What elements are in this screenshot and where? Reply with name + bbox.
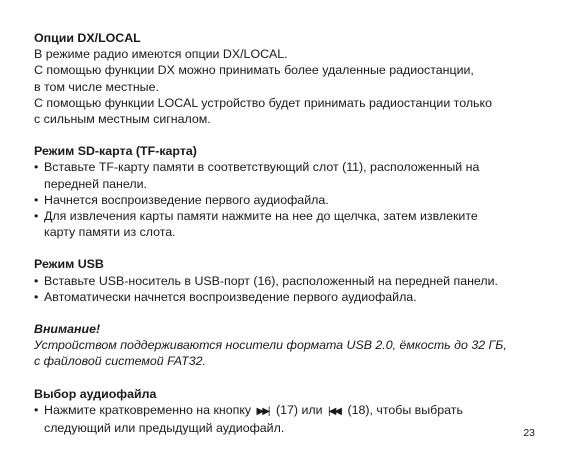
heading-track-select: Выбор аудиофайла [34, 386, 157, 401]
heading-dx-local: Опции DX/LOCAL [34, 31, 141, 45]
heading-sd-mode: Режим SD-карта (TF-карта) [34, 144, 197, 159]
list-item-line: передней панели. [44, 176, 147, 191]
track-text-before: Нажмите кратковременно на кнопку [44, 402, 252, 417]
section-dx-local [34, 30, 534, 127]
list-item-line: Для извлечения карты памяти нажмите на нее до щелчка, затем извлеките [44, 209, 478, 224]
note-line-2: с файловой системой FAT32. [34, 354, 206, 369]
list-item [34, 208, 534, 240]
list-item: • Автоматически начнется воспроизведение первого аудиофайла. [34, 289, 534, 305]
dx-local-line-1: В режиме радио имеются опции DX/LOCAL. [34, 47, 288, 62]
page-number: 23 [523, 427, 535, 439]
usb-mode-list [34, 273, 534, 305]
previous-track-icon: |◀◀ [328, 405, 340, 417]
track-text-after-next: (17) или [275, 402, 323, 417]
list-item: • Вставьте USB-носитель в USB-порт (16), расположенный на передней панели. [34, 273, 534, 289]
dx-local-line-4: С помощью функции LOCAL устройство будет принимать радиостанции только [34, 95, 492, 110]
note-title: Внимание! [34, 322, 101, 337]
track-select-list [34, 402, 534, 436]
manual-page [34, 30, 534, 436]
dx-local-line-3: в том числе местные. [34, 79, 159, 94]
section-note [34, 321, 534, 370]
list-item [34, 159, 534, 191]
list-item [34, 192, 534, 208]
note-line-1: Устройством поддерживаются носители формата USB 2.0, ёмкость до 32 ГБ, [34, 338, 507, 353]
dx-local-line-2: С помощью функции DX можно принимать более удаленные радиостанции, [34, 63, 474, 78]
dx-local-line-5: с сильным местным сигналом. [34, 112, 211, 127]
track-text-after-prev: (18), чтобы выбрать [347, 402, 463, 417]
heading-usb-mode: Режим USB [34, 257, 104, 272]
list-item-line: Начнется воспроизведение первого аудиофайла. [44, 192, 329, 207]
track-second-line: следующий или предыдущий аудиофайл. [44, 421, 285, 436]
section-sd-mode [34, 143, 534, 240]
next-track-icon: ▶▶| [256, 405, 269, 417]
section-usb-mode [34, 256, 534, 305]
list-item [34, 402, 534, 436]
sd-mode-list [34, 159, 534, 240]
list-item-line: карту памяти из слота. [44, 225, 176, 240]
section-track-select [34, 386, 534, 437]
list-item-line: Вставьте TF-карту памяти в соответствующий слот (11), расположенный на [44, 160, 480, 175]
